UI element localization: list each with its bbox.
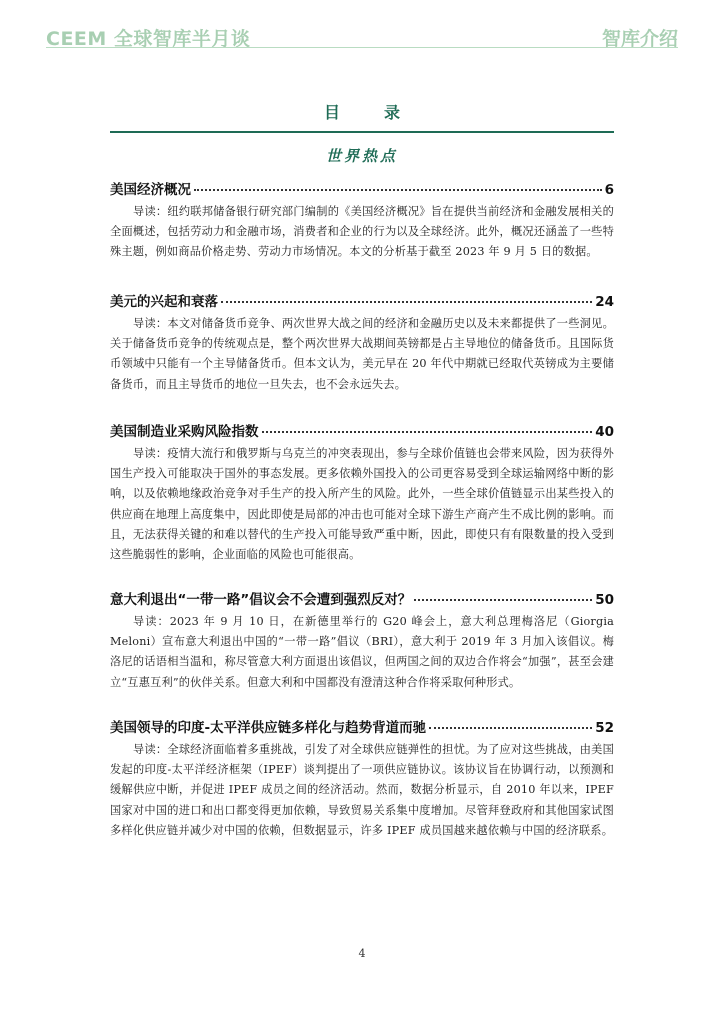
toc-entry-title[interactable]: 意大利退出“一带一路”倡议会不会遭到强烈反对？: [110, 592, 412, 608]
page-number: 4: [358, 947, 366, 960]
header-divider: [46, 47, 678, 48]
toc-entry-title[interactable]: 美国制造业采购风险指数: [110, 424, 259, 440]
toc-entry-title[interactable]: 美国领导的印度-太平洋供应链多样化与趋势背道而驰: [110, 720, 427, 736]
leader-dots: [414, 599, 592, 601]
toc-entry-page[interactable]: 52: [595, 720, 614, 736]
toc-entry[interactable]: [110, 290, 614, 395]
toc-entry[interactable]: [110, 420, 614, 565]
header-section-label: 智库介绍: [601, 28, 678, 50]
toc-entry[interactable]: [110, 178, 614, 263]
toc-entry-summary: 导读：2023 年 9 月 10 日，在新德里举行的 G20 峰会上，意大利总理梅洛尼（Giorgia Meloni）宣布意大利退出中国的“一带一路”倡议（BRI），意大利于 2019 年 3 月加入该倡议。梅洛尼的话语相当温和，称尽管意大利方面退出该倡议，但两国之间的双边合作将会“加强”，甚至会建立“互惠互利”的伙伴关系。但意大利和中国都没有澄清这种合作将采取何种形式。: [110, 615, 614, 689]
toc-entry-title[interactable]: 美国经济概况: [110, 182, 191, 198]
toc-entry-page[interactable]: 6: [604, 182, 614, 198]
leader-dots: [429, 727, 592, 729]
leader-dots: [221, 301, 592, 303]
toc-entry-page[interactable]: 40: [595, 424, 614, 440]
toc-entry[interactable]: [110, 716, 614, 841]
toc-entry-page[interactable]: 50: [595, 592, 614, 608]
leader-dots: [262, 431, 593, 433]
toc-entry-page[interactable]: 24: [595, 294, 614, 310]
leader-dots: [194, 189, 602, 191]
toc-title: 目录: [323, 103, 444, 122]
section-heading: 世界热点: [325, 147, 398, 165]
toc-entry-summary: 导读：疫情大流行和俄罗斯与乌克兰的冲突表现出，参与全球价值链也会带来风险，因为获得外国生产投入可能取决于国外的事态发展。更多依赖外国投入的公司更容易受到全球运输网络中断的影响，以及依赖地缘政治竞争对手生产的投入所产生的风险。此外，一些全球价值链显示出某些投入的供应商在地理上高度集中，因此即使是局部的冲击也可能对全球下游生产商产生不成比例的影响。而且，无法获得关键的和难以替代的生产投入可能导致严重中断，因此，即使只有有限数量的投入受到这些脆弱性的影响，企业面临的风险也可能很高。: [110, 447, 614, 562]
toc-divider: [110, 131, 614, 133]
toc-entry-summary: 导读：纽约联邦储备银行研究部门编制的《美国经济概况》旨在提供当前经济和金融发展相关的全面概述，包括劳动力和金融市场，消费者和企业的行为以及全球经济。此外，概况还涵盖了一些特殊主题，例如商品价格走势、劳动力市场情况。本文的分析基于截至 2023 年 9 月 5 日的数据。: [110, 205, 614, 259]
header-publication-title: CEEM 全球智库半月谈: [46, 28, 251, 50]
toc-entry-summary: 导读：全球经济面临着多重挑战，引发了对全球供应链弹性的担忧。为了应对这些挑战，由美国发起的印度-太平洋经济框架（IPEF）谈判提出了一项供应链协议。该协议旨在协调行动，以预测和缓解供应中断，并促进 IPEF 成员之间的经济活动。然而，数据分析显示，自 2010 年以来，IPEF 国家对中国的进口和出口都变得更加依赖，导致贸易关系集中度增加。尽管拜登政府和其他国家试图多样化供应链并减少对中国的依赖，但数据显示，许多 IPEF 成员国越来越依赖与中国的经济联系。: [110, 743, 614, 837]
toc-entry-title[interactable]: 美元的兴起和衰落: [110, 294, 218, 310]
toc-entry[interactable]: [110, 588, 614, 693]
toc-entry-summary: 导读：本文对储备货币竞争、两次世界大战之间的经济和金融历史以及未来都提供了一些洞见。关于储备货币竞争的传统观点是，整个两次世界大战期间英镑都是占主导地位的储备货币。且国际货币领域中只能有一个主导储备货币。但本文认为，美元早在 20 年代中期就已经取代英镑成为主要储备货币，而且主导货币的地位一旦失去，也不会永远失去。: [110, 317, 614, 391]
